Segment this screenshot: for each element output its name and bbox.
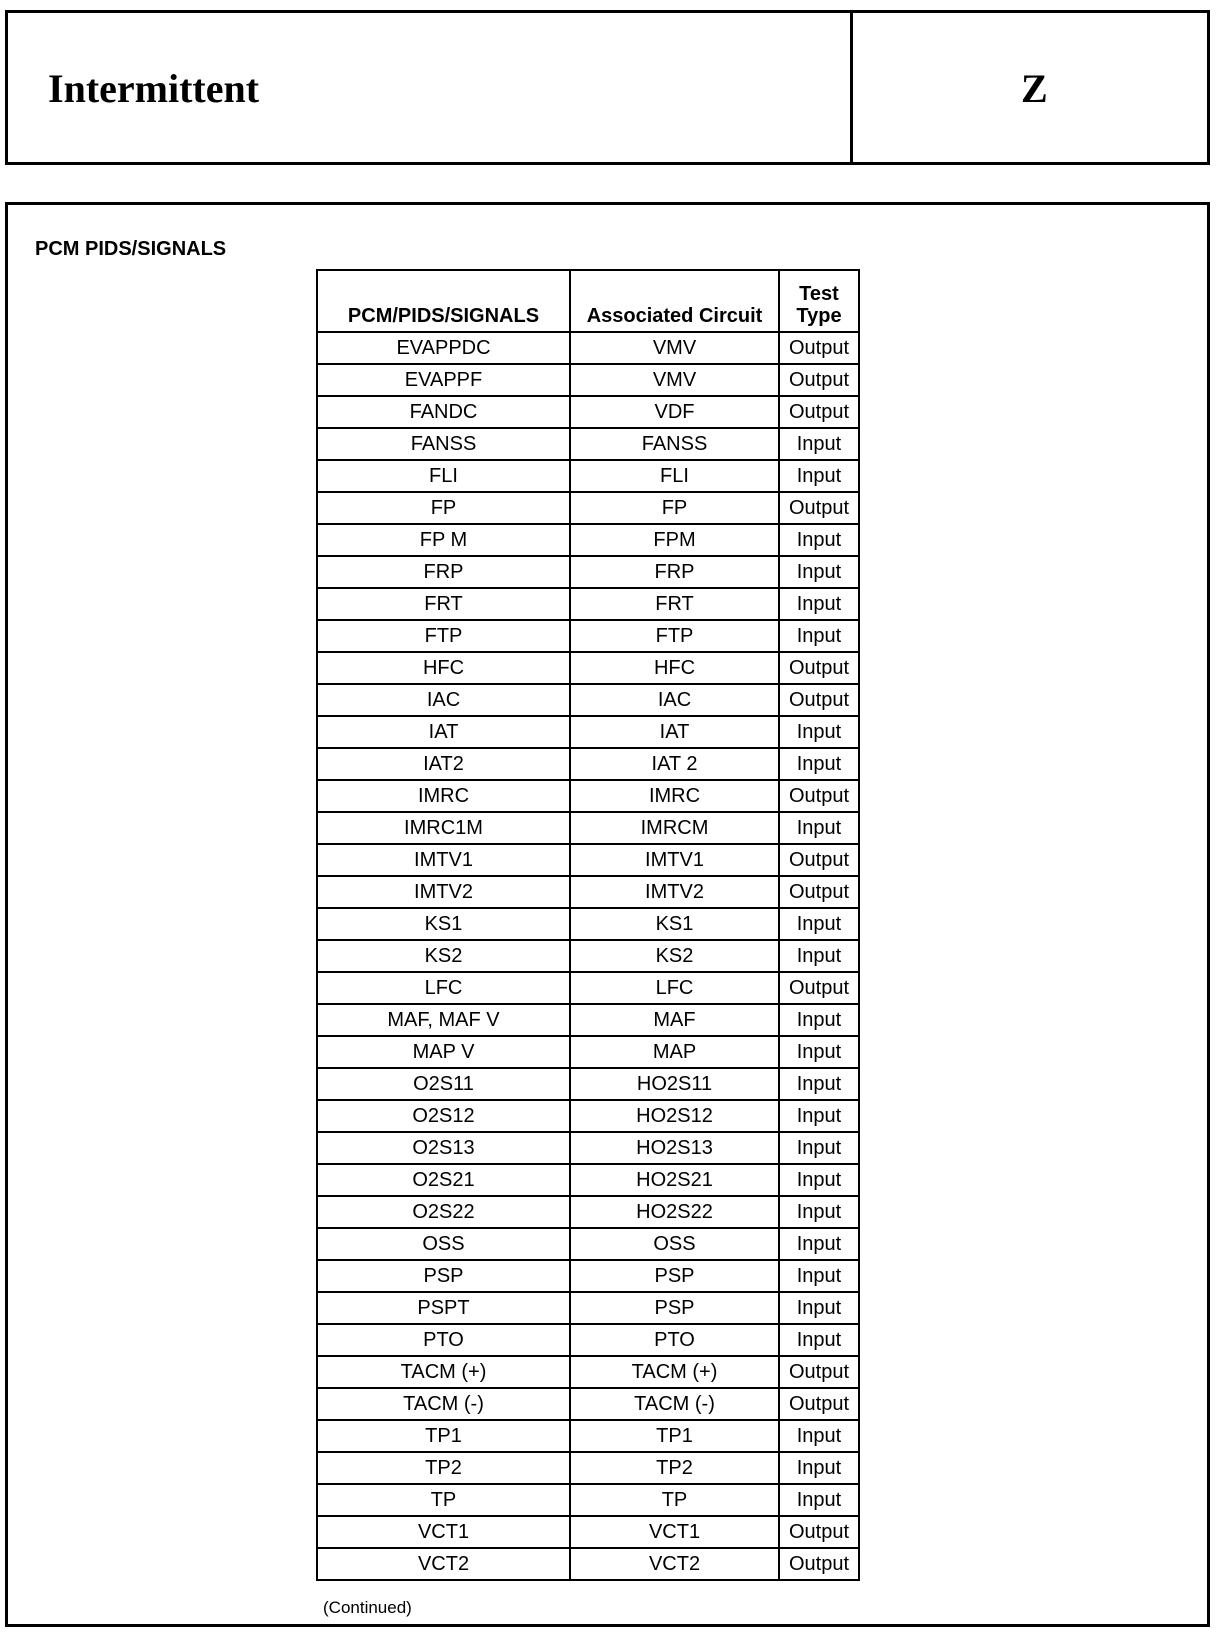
cell-circuit: HO2S11 xyxy=(570,1068,779,1100)
cell-pid: PSPT xyxy=(317,1292,570,1324)
cell-circuit: OSS xyxy=(570,1228,779,1260)
cell-test-type: Input xyxy=(779,1484,859,1516)
column-header-circuit: Associated Circuit xyxy=(570,270,779,332)
cell-circuit: PTO xyxy=(570,1324,779,1356)
cell-pid: LFC xyxy=(317,972,570,1004)
cell-circuit: TACM (-) xyxy=(570,1388,779,1420)
table-row xyxy=(317,1548,859,1580)
cell-test-type: Input xyxy=(779,812,859,844)
cell-test-type: Input xyxy=(779,460,859,492)
cell-test-type: Input xyxy=(779,588,859,620)
cell-circuit: FPM xyxy=(570,524,779,556)
cell-pid: FRT xyxy=(317,588,570,620)
cell-circuit: LFC xyxy=(570,972,779,1004)
cell-test-type: Output xyxy=(779,396,859,428)
cell-test-type: Input xyxy=(779,1100,859,1132)
cell-circuit: VDF xyxy=(570,396,779,428)
cell-circuit: IAT xyxy=(570,716,779,748)
cell-pid: IMRC xyxy=(317,780,570,812)
table-row xyxy=(317,524,859,556)
cell-pid: O2S12 xyxy=(317,1100,570,1132)
cell-test-type: Input xyxy=(779,1452,859,1484)
cell-pid: FANDC xyxy=(317,396,570,428)
cell-pid: FLI xyxy=(317,460,570,492)
cell-circuit: HO2S12 xyxy=(570,1100,779,1132)
cell-pid: KS1 xyxy=(317,908,570,940)
table-row xyxy=(317,844,859,876)
cell-pid: FTP xyxy=(317,620,570,652)
column-header-pids: PCM/PIDS/SIGNALS xyxy=(317,270,570,332)
cell-test-type: Input xyxy=(779,428,859,460)
header-divider xyxy=(850,13,853,162)
cell-test-type: Input xyxy=(779,524,859,556)
cell-circuit: IMTV2 xyxy=(570,876,779,908)
table-row xyxy=(317,1292,859,1324)
cell-pid: FANSS xyxy=(317,428,570,460)
cell-pid: TACM (+) xyxy=(317,1356,570,1388)
table-row xyxy=(317,1260,859,1292)
cell-pid: O2S11 xyxy=(317,1068,570,1100)
table-row xyxy=(317,396,859,428)
table-body xyxy=(317,332,859,1580)
table-row xyxy=(317,1100,859,1132)
cell-test-type: Input xyxy=(779,1228,859,1260)
table-row xyxy=(317,1452,859,1484)
page-header xyxy=(5,10,1210,165)
cell-pid: IMTV2 xyxy=(317,876,570,908)
table-row xyxy=(317,556,859,588)
cell-pid: TP xyxy=(317,1484,570,1516)
cell-pid: FP xyxy=(317,492,570,524)
cell-circuit: HO2S21 xyxy=(570,1164,779,1196)
cell-circuit: VCT2 xyxy=(570,1548,779,1580)
cell-pid: IAT2 xyxy=(317,748,570,780)
table-row xyxy=(317,1228,859,1260)
table-row xyxy=(317,812,859,844)
cell-test-type: Input xyxy=(779,620,859,652)
cell-circuit: MAP xyxy=(570,1036,779,1068)
table-row xyxy=(317,1484,859,1516)
cell-pid: FP M xyxy=(317,524,570,556)
cell-circuit: IAT 2 xyxy=(570,748,779,780)
table-row xyxy=(317,1356,859,1388)
cell-test-type: Input xyxy=(779,1196,859,1228)
cell-test-type: Input xyxy=(779,1420,859,1452)
cell-circuit: IAC xyxy=(570,684,779,716)
cell-test-type: Output xyxy=(779,364,859,396)
table-row xyxy=(317,780,859,812)
cell-pid: VCT2 xyxy=(317,1548,570,1580)
table-row xyxy=(317,1388,859,1420)
cell-test-type: Input xyxy=(779,716,859,748)
cell-circuit: TP xyxy=(570,1484,779,1516)
cell-test-type: Input xyxy=(779,1324,859,1356)
cell-pid: FRP xyxy=(317,556,570,588)
cell-circuit: IMRC xyxy=(570,780,779,812)
table-row xyxy=(317,972,859,1004)
table-row xyxy=(317,940,859,972)
table-row xyxy=(317,332,859,364)
table-row xyxy=(317,716,859,748)
content-panel xyxy=(5,202,1210,1627)
cell-pid: TACM (-) xyxy=(317,1388,570,1420)
cell-test-type: Input xyxy=(779,1036,859,1068)
cell-circuit: KS1 xyxy=(570,908,779,940)
table-row xyxy=(317,1132,859,1164)
cell-test-type: Output xyxy=(779,332,859,364)
cell-circuit: KS2 xyxy=(570,940,779,972)
cell-circuit: FANSS xyxy=(570,428,779,460)
column-header-test-type: Test Type xyxy=(779,270,859,332)
cell-circuit: TACM (+) xyxy=(570,1356,779,1388)
cell-circuit: HO2S13 xyxy=(570,1132,779,1164)
cell-test-type: Output xyxy=(779,684,859,716)
cell-test-type: Input xyxy=(779,1004,859,1036)
cell-test-type: Output xyxy=(779,780,859,812)
cell-circuit: FRT xyxy=(570,588,779,620)
page-title: Intermittent xyxy=(48,66,260,111)
cell-test-type: Output xyxy=(779,1516,859,1548)
cell-pid: OSS xyxy=(317,1228,570,1260)
cell-pid: O2S22 xyxy=(317,1196,570,1228)
cell-pid: IAC xyxy=(317,684,570,716)
table-row xyxy=(317,748,859,780)
cell-pid: IMRC1M xyxy=(317,812,570,844)
cell-circuit: HO2S22 xyxy=(570,1196,779,1228)
cell-test-type: Output xyxy=(779,876,859,908)
section-heading: PCM PIDS/SIGNALS xyxy=(35,238,227,260)
cell-circuit: VMV xyxy=(570,332,779,364)
table-row xyxy=(317,428,859,460)
table-row xyxy=(317,492,859,524)
cell-pid: VCT1 xyxy=(317,1516,570,1548)
section-letter: Z xyxy=(1021,66,1048,111)
cell-test-type: Output xyxy=(779,652,859,684)
cell-circuit: FLI xyxy=(570,460,779,492)
table-row xyxy=(317,1164,859,1196)
cell-pid: MAP V xyxy=(317,1036,570,1068)
table-row xyxy=(317,1516,859,1548)
table-row xyxy=(317,1068,859,1100)
cell-circuit: FP xyxy=(570,492,779,524)
cell-pid: O2S13 xyxy=(317,1132,570,1164)
cell-test-type: Input xyxy=(779,748,859,780)
cell-test-type: Input xyxy=(779,556,859,588)
cell-circuit: VCT1 xyxy=(570,1516,779,1548)
cell-test-type: Output xyxy=(779,972,859,1004)
cell-test-type: Output xyxy=(779,1388,859,1420)
continued-note: (Continued) xyxy=(323,1598,412,1617)
cell-pid: IMTV1 xyxy=(317,844,570,876)
table-row xyxy=(317,1036,859,1068)
cell-test-type: Output xyxy=(779,1356,859,1388)
table-header-row xyxy=(317,270,859,332)
cell-pid: EVAPPF xyxy=(317,364,570,396)
table-row xyxy=(317,364,859,396)
table-row xyxy=(317,1324,859,1356)
table-row xyxy=(317,876,859,908)
cell-pid: PSP xyxy=(317,1260,570,1292)
cell-pid: TP2 xyxy=(317,1452,570,1484)
cell-pid: HFC xyxy=(317,652,570,684)
cell-circuit: PSP xyxy=(570,1292,779,1324)
cell-pid: IAT xyxy=(317,716,570,748)
table-row xyxy=(317,908,859,940)
cell-circuit: IMRCM xyxy=(570,812,779,844)
cell-test-type: Output xyxy=(779,1548,859,1580)
pids-table xyxy=(316,269,860,1581)
cell-test-type: Input xyxy=(779,1132,859,1164)
table-row xyxy=(317,684,859,716)
cell-test-type: Input xyxy=(779,1164,859,1196)
cell-test-type: Input xyxy=(779,908,859,940)
cell-pid: TP1 xyxy=(317,1420,570,1452)
cell-test-type: Input xyxy=(779,1068,859,1100)
cell-test-type: Input xyxy=(779,1292,859,1324)
cell-circuit: FTP xyxy=(570,620,779,652)
table-row xyxy=(317,652,859,684)
cell-circuit: IMTV1 xyxy=(570,844,779,876)
table-row xyxy=(317,1196,859,1228)
cell-circuit: FRP xyxy=(570,556,779,588)
cell-circuit: MAF xyxy=(570,1004,779,1036)
cell-test-type: Input xyxy=(779,1260,859,1292)
cell-pid: EVAPPDC xyxy=(317,332,570,364)
cell-test-type: Output xyxy=(779,492,859,524)
table-row xyxy=(317,1004,859,1036)
cell-circuit: PSP xyxy=(570,1260,779,1292)
cell-pid: O2S21 xyxy=(317,1164,570,1196)
cell-circuit: TP1 xyxy=(570,1420,779,1452)
table-row xyxy=(317,1420,859,1452)
cell-circuit: TP2 xyxy=(570,1452,779,1484)
cell-test-type: Input xyxy=(779,940,859,972)
cell-pid: MAF, MAF V xyxy=(317,1004,570,1036)
table-row xyxy=(317,460,859,492)
cell-test-type: Output xyxy=(779,844,859,876)
cell-pid: PTO xyxy=(317,1324,570,1356)
cell-pid: KS2 xyxy=(317,940,570,972)
table-row xyxy=(317,588,859,620)
table-row xyxy=(317,620,859,652)
cell-circuit: HFC xyxy=(570,652,779,684)
cell-circuit: VMV xyxy=(570,364,779,396)
